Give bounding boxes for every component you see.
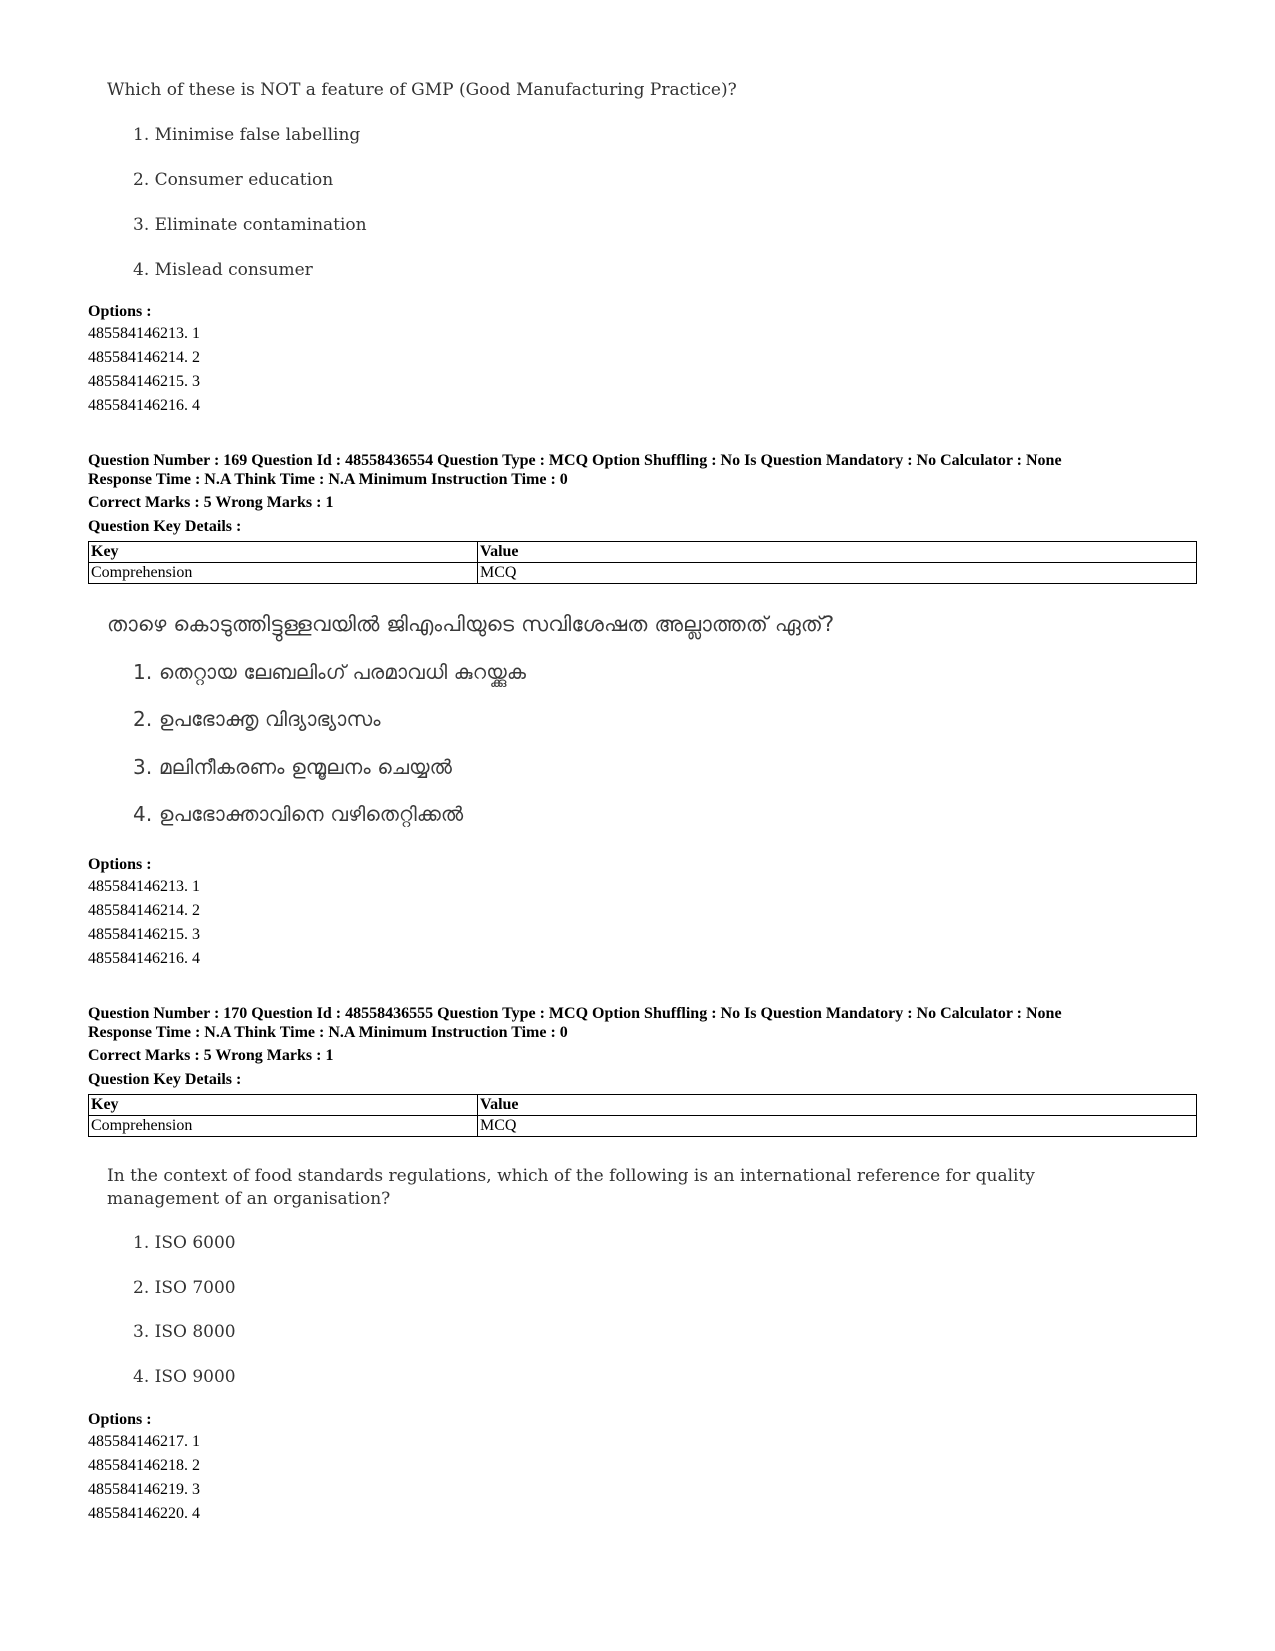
q170-choice-3: 3. ISO 8000 xyxy=(133,1322,236,1342)
q169-key-details-label: Question Key Details : xyxy=(88,518,242,535)
q168-option-1: 485584146213. 1 xyxy=(88,325,200,342)
q170-options-label: Options : xyxy=(88,1411,152,1428)
q170-meta-line1: Question Number : 170 Question Id : 48558436555 Question Type : MCQ Option Shuffling : No Is Question Mandatory : No Calculator : None xyxy=(88,1005,1062,1022)
q169-option-1: 485584146213. 1 xyxy=(88,878,200,895)
q169-choice-4: 4. ഉപഭോക്താവിനെ വഴിതെറ്റിക്കൽ xyxy=(133,802,464,826)
q169-option-4: 485584146216. 4 xyxy=(88,950,200,967)
q169-key-table xyxy=(88,541,1197,584)
q169-option-2: 485584146214. 2 xyxy=(88,902,200,919)
q170-meta-line2: Response Time : N.A Think Time : N.A Minimum Instruction Time : 0 xyxy=(88,1024,568,1041)
q170-table-header-value: Value xyxy=(478,1095,1197,1116)
q170-table-cell-value: MCQ xyxy=(478,1116,1197,1137)
q169-options-label: Options : xyxy=(88,856,152,873)
q170-option-3: 485584146219. 3 xyxy=(88,1481,200,1498)
q170-marks: Correct Marks : 5 Wrong Marks : 1 xyxy=(88,1047,334,1064)
q168-option-2: 485584146214. 2 xyxy=(88,349,200,366)
q168-option-3: 485584146215. 3 xyxy=(88,373,200,390)
q170-choice-2: 2. ISO 7000 xyxy=(133,1278,236,1298)
q170-key-details-label: Question Key Details : xyxy=(88,1071,242,1088)
q170-option-4: 485584146220. 4 xyxy=(88,1505,200,1522)
q169-table-cell-value: MCQ xyxy=(478,563,1197,584)
q170-option-1: 485584146217. 1 xyxy=(88,1433,200,1450)
q168-choice-3: 3. Eliminate contamination xyxy=(133,215,367,235)
q170-table-cell-key: Comprehension xyxy=(89,1116,478,1137)
q169-marks: Correct Marks : 5 Wrong Marks : 1 xyxy=(88,494,334,511)
q168-options-label: Options : xyxy=(88,303,152,320)
q169-option-3: 485584146215. 3 xyxy=(88,926,200,943)
q168-choice-1: 1. Minimise false labelling xyxy=(133,125,361,145)
q170-option-2: 485584146218. 2 xyxy=(88,1457,200,1474)
q169-table-cell-key: Comprehension xyxy=(89,563,478,584)
q168-choice-2: 2. Consumer education xyxy=(133,170,334,190)
q169-choice-2: 2. ഉപഭോക്തൃ വിദ്യാഭ്യാസം xyxy=(133,707,381,731)
q170-stem-line1: In the context of food standards regulations, which of the following is an international reference for quality xyxy=(107,1166,1035,1186)
q169-choice-3: 3. മലിനീകരണം ഉന്മൂലനം ചെയ്യൽ xyxy=(133,755,453,779)
q169-meta-line1: Question Number : 169 Question Id : 48558436554 Question Type : MCQ Option Shuffling : No Is Question Mandatory : No Calculator : None xyxy=(88,452,1062,469)
q168-option-4: 485584146216. 4 xyxy=(88,397,200,414)
q170-choice-4: 4. ISO 9000 xyxy=(133,1367,236,1387)
q169-meta-line2: Response Time : N.A Think Time : N.A Minimum Instruction Time : 0 xyxy=(88,471,568,488)
q170-stem-line2: management of an organisation? xyxy=(107,1189,391,1209)
q170-key-table xyxy=(88,1094,1197,1137)
q169-table-header-value: Value xyxy=(478,542,1197,563)
q170-table-header-key: Key xyxy=(89,1095,478,1116)
q169-stem: താഴെ കൊടുത്തിട്ടുള്ളവയിൽ ജിഎംപിയുടെ സവിശേഷത അല്ലാത്തത് ഏത്? xyxy=(107,612,835,636)
q169-choice-1: 1. തെറ്റായ ലേബലിംഗ് പരമാവധി കുറയ്ക്കുക xyxy=(133,660,527,684)
q168-stem: Which of these is NOT a feature of GMP (Good Manufacturing Practice)? xyxy=(107,80,737,100)
q168-choice-4: 4. Mislead consumer xyxy=(133,260,313,280)
q169-table-header-key: Key xyxy=(89,542,478,563)
q170-choice-1: 1. ISO 6000 xyxy=(133,1233,236,1253)
